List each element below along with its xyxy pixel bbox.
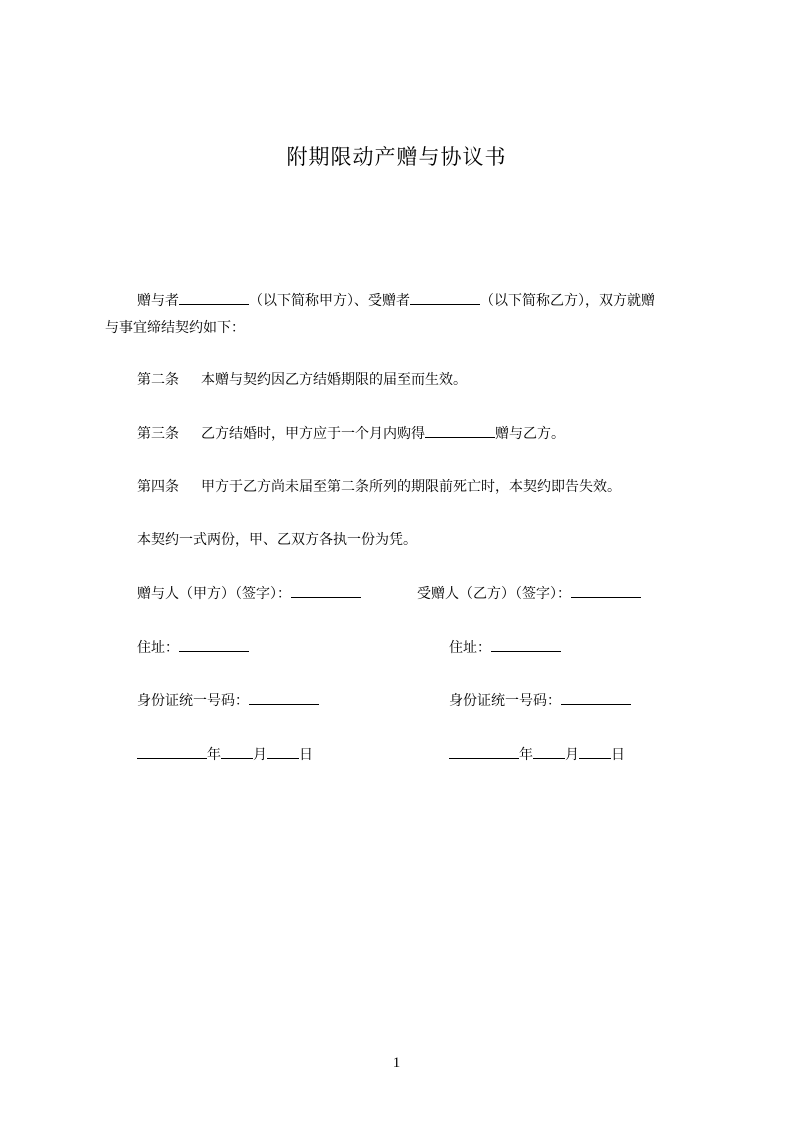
party-b-address-blank[interactable] [491, 637, 561, 652]
party-b-signature-label: 受赠人（乙方）（签字）： [417, 586, 571, 602]
party-a-address-blank[interactable] [179, 637, 249, 652]
article-text: 本赠与契约因乙方结婚期限的届至而生效。 [201, 372, 467, 388]
donor-name-blank[interactable] [179, 290, 249, 305]
party-a-address [137, 637, 249, 658]
party-a-date [137, 744, 313, 765]
page-number: 1 [392, 1055, 401, 1071]
party-a-id-blank[interactable] [249, 690, 319, 705]
month-blank[interactable] [221, 744, 253, 759]
donor-note: （以下简称甲方）、受赠者 [249, 293, 410, 309]
party-b-date [449, 744, 625, 765]
address-label: 住址： [137, 640, 179, 656]
article-number: 第二条 [137, 372, 179, 388]
party-b-signature [417, 583, 641, 604]
article-2 [137, 370, 467, 390]
party-b-id-blank[interactable] [561, 690, 631, 705]
party-b-id [449, 690, 631, 711]
intro-line-2: 与事宜缔结契约如下： [105, 320, 245, 336]
donor-label: 赠与者 [137, 293, 179, 309]
party-a-signature-blank[interactable] [291, 583, 361, 598]
donee-note: （以下简称乙方），双方就赠 [480, 293, 655, 309]
document-title: 附期限动产赠与协议书 [286, 145, 507, 169]
intro-line-1 [137, 290, 655, 311]
article-4 [137, 477, 621, 497]
month-label: 月 [253, 747, 267, 763]
gift-item-blank[interactable] [425, 423, 495, 438]
day-label: 日 [611, 747, 625, 763]
article-text-after: 赠与乙方。 [495, 426, 565, 442]
party-a-id [137, 690, 319, 711]
article-number: 第四条 [137, 479, 179, 495]
closing-statement: 本契约一式两份，甲、乙双方各执一份为凭。 [137, 532, 417, 548]
article-text-before: 乙方结婚时，甲方应于一个月内购得 [201, 426, 425, 442]
year-blank[interactable] [137, 744, 207, 759]
month-blank[interactable] [533, 744, 565, 759]
year-label: 年 [207, 747, 221, 763]
article-text: 甲方于乙方尚未届至第二条所列的期限前死亡时，本契约即告失效。 [201, 479, 621, 495]
address-label: 住址： [449, 640, 491, 656]
party-b-signature-blank[interactable] [571, 583, 641, 598]
id-label: 身份证统一号码： [449, 693, 561, 709]
donee-name-blank[interactable] [410, 290, 480, 305]
month-label: 月 [565, 747, 579, 763]
party-a-signature-label: 赠与人（甲方）（签字）： [137, 586, 291, 602]
id-label: 身份证统一号码： [137, 693, 249, 709]
day-blank[interactable] [579, 744, 611, 759]
year-blank[interactable] [449, 744, 519, 759]
party-b-address [449, 637, 561, 658]
day-blank[interactable] [267, 744, 299, 759]
day-label: 日 [299, 747, 313, 763]
article-number: 第三条 [137, 426, 179, 442]
article-3 [137, 423, 565, 444]
party-a-signature [137, 583, 361, 604]
year-label: 年 [519, 747, 533, 763]
